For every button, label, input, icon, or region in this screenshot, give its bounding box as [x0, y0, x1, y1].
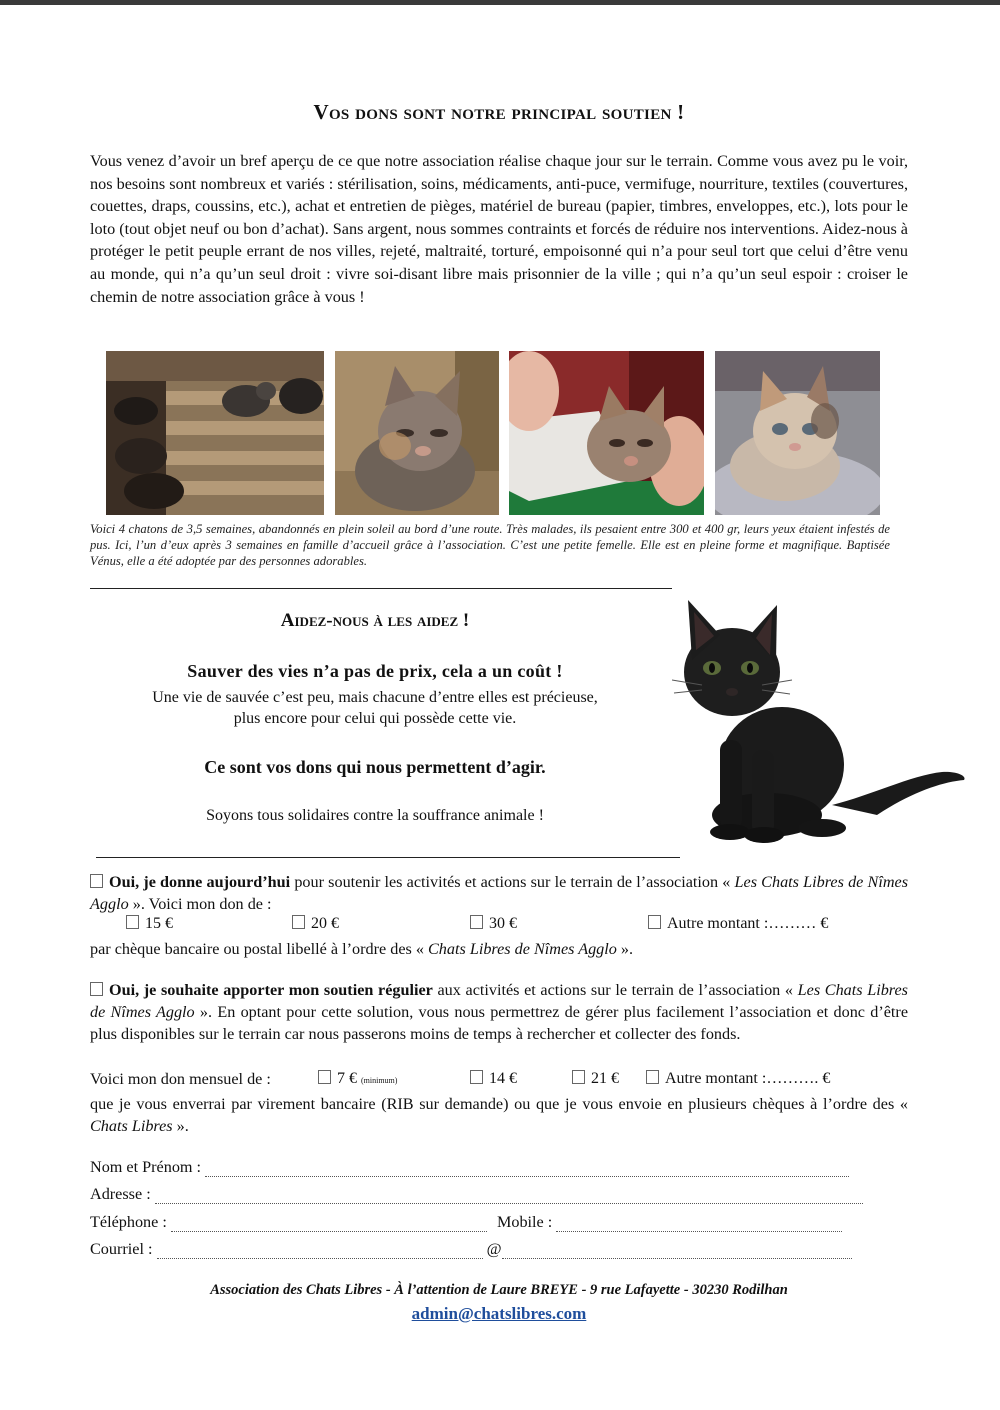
cheque-line	[90, 938, 908, 960]
mobile-label: Mobile :	[496, 1213, 553, 1231]
monthly-amount-21[interactable]	[572, 1070, 619, 1088]
donations-heading: Ce sont vos dons qui nous permettent d’agir.	[204, 757, 546, 777]
black-kitten-image	[672, 600, 972, 845]
one-time-donation-paragraph	[90, 871, 908, 915]
one-time-assoc-name: Les Chats Libres de Nîmes Agglo	[90, 873, 908, 913]
mobile-input-line[interactable]	[556, 1217, 842, 1232]
amount-15-checkbox[interactable]	[126, 915, 139, 929]
email-label: Courriel :	[90, 1240, 153, 1258]
one-time-donation-checkbox[interactable]	[90, 874, 103, 888]
amount-30-label: 30 €	[489, 915, 517, 932]
monthly-assoc-name: Les Chats Libres de Nîmes Agglo	[90, 981, 908, 1021]
monthly-amount-14[interactable]	[470, 1070, 517, 1088]
amount-20-label: 20 €	[311, 915, 339, 932]
amount-30-checkbox[interactable]	[470, 915, 483, 929]
amount-other[interactable]	[648, 915, 828, 933]
footer-email	[90, 1304, 908, 1324]
monthly-other-checkbox[interactable]	[646, 1070, 659, 1084]
one-time-text-1: pour soutenir les activités et actions sur le terrain de l’association «	[290, 873, 735, 891]
monthly-donation-paragraph	[90, 979, 908, 1045]
name-input-line[interactable]	[205, 1162, 849, 1177]
monthly-text-2: ». En optant pour cette solution, vous nous permettrez de gérer plus facilement l’association et donc d’être plus disponibles sur le terrain car nous passerons moins de temps à rechercher et collecter des fonds.	[90, 1003, 909, 1043]
monthly-other-label: Autre montant :………. €	[665, 1070, 831, 1087]
monthly-amount-7[interactable]	[318, 1070, 397, 1088]
cheque-text-2: ».	[616, 940, 634, 958]
amount-30[interactable]	[470, 915, 517, 933]
monthly-text-1: aux activités et actions sur le terrain de l’association «	[432, 981, 798, 999]
monthly-closing	[90, 1093, 908, 1137]
monthly-7-label: 7 €	[337, 1070, 357, 1087]
amount-20-checkbox[interactable]	[292, 915, 305, 929]
photo-caption: Voici 4 chatons de 3,5 semaines, abandonnés en plein soleil au bord d’une route. Très malades, ils pesaient entre 300 et 400 gr, leurs yeux étaient infestés de pus. Ici, l’un d’eux après 3 semaines en famille d’accueil grâce à l’association. C’est une petite femelle. Elle est en pleine forme et magnifique. Baptisée Vénus, elle a été adoptée par des personnes adorables.	[90, 522, 890, 568]
monthly-14-checkbox[interactable]	[470, 1070, 483, 1084]
photo-kitten-in-hands	[509, 351, 704, 515]
email-user-input-line[interactable]	[157, 1244, 483, 1259]
monthly-amount-other[interactable]	[646, 1070, 830, 1088]
address-label: Adresse :	[90, 1185, 151, 1203]
email-domain-input-line[interactable]	[502, 1244, 852, 1259]
save-lives-line-2: plus encore pour celui qui possède cette vie.	[233, 710, 517, 727]
one-time-donation-label: Oui, je donne aujourd’hui	[109, 873, 291, 891]
amount-other-label: Autre montant :……… €	[667, 915, 829, 932]
monthly-closing-text-1: que je vous enverrai par virement bancaire (RIB sur demande) ou que je vous envoie en plusieurs chèques à l’ordre des «	[90, 1095, 908, 1113]
email-link[interactable]: admin@chatslibres.com	[411, 1304, 587, 1323]
separator-line-2	[96, 857, 680, 858]
monthly-closing-assoc: Chats Libres	[90, 1117, 173, 1135]
monthly-14-label: 14 €	[489, 1070, 517, 1087]
photo-sick-kitten	[335, 351, 499, 515]
phone-field[interactable]	[90, 1213, 842, 1232]
name-field[interactable]	[90, 1158, 849, 1177]
phone-label: Téléphone :	[90, 1213, 167, 1231]
phone-input-line[interactable]	[171, 1217, 487, 1232]
footer-address: Association des Chats Libres - À l’attention de Laure BREYE - 9 rue Lafayette - 30230 Rodilhan	[210, 1282, 788, 1298]
save-lives-text	[90, 687, 660, 729]
cheque-text-1: par chèque bancaire ou postal libellé à l’ordre des «	[90, 940, 428, 958]
save-lives-heading: Sauver des vies n’a pas de prix, cela a un coût !	[187, 661, 563, 681]
amount-other-checkbox[interactable]	[648, 915, 661, 929]
one-time-text-2: ». Voici mon don de :	[128, 895, 272, 913]
email-field[interactable]	[90, 1240, 852, 1259]
monthly-donation-label: Oui, je souhaite apporter mon soutien régulier	[109, 981, 433, 999]
monthly-21-checkbox[interactable]	[572, 1070, 585, 1084]
monthly-21-label: 21 €	[591, 1070, 619, 1087]
monthly-closing-text-2: ».	[172, 1117, 189, 1135]
minimum-note: (minimum)	[361, 1076, 398, 1085]
address-field[interactable]	[90, 1185, 863, 1204]
intro-paragraph: Vous venez d’avoir un bref aperçu de ce que notre association réalise chaque jour sur le terrain. Comme vous avez pu le voir, nos besoins sont nombreux et variés : stérilisation, soins, médicaments, anti-puce, vermifuge, nourriture, textiles (couvertures, couettes, draps, coussins, etc.), achat et entretien de pièges, matériel de bureau (papier, timbres, enveloppes, etc.), lots pour le loto (tout objet neuf ou bon d’achat). Sans argent, nous sommes contraints et forcés de réduire nos interventions. Aidez-nous à protéger le petit peuple errant de nos villes, rejeté, maltraité, torturé, empoisonné qui n’a pour seul tort que celui d’être venu au monde, qui n’a qu’un seul droit : vivre soi-disant libre mais prisonnier de la ville ; qui n’a qu’un seul espoir : croiser le chemin de notre association grâce à vous !	[90, 152, 908, 306]
photo-kittens-in-crate	[106, 351, 324, 515]
amount-20[interactable]	[292, 915, 339, 933]
name-label: Nom et Prénom :	[90, 1158, 202, 1176]
section-title: Aidez-nous à les aidez !	[280, 610, 470, 631]
monthly-7-checkbox[interactable]	[318, 1070, 331, 1084]
photo-healthy-kitten	[715, 351, 880, 515]
amount-15[interactable]	[126, 915, 173, 933]
monthly-label: Voici mon don mensuel de :	[90, 1070, 271, 1088]
viewer-top-border	[0, 0, 1000, 5]
cheque-assoc-name: Chats Libres de Nîmes Agglo	[428, 940, 617, 958]
amount-15-label: 15 €	[145, 915, 173, 932]
save-lives-line-1: Une vie de sauvée c’est peu, mais chacune d’entre elles est précieuse,	[152, 689, 598, 706]
at-sign: @	[486, 1240, 502, 1258]
address-input-line[interactable]	[155, 1189, 863, 1204]
page-title: Vos dons sont notre principal soutien !	[313, 100, 685, 124]
solidarity-line: Soyons tous solidaires contre la souffrance animale !	[206, 807, 544, 824]
monthly-donation-checkbox[interactable]	[90, 982, 103, 996]
separator-line	[90, 588, 672, 589]
